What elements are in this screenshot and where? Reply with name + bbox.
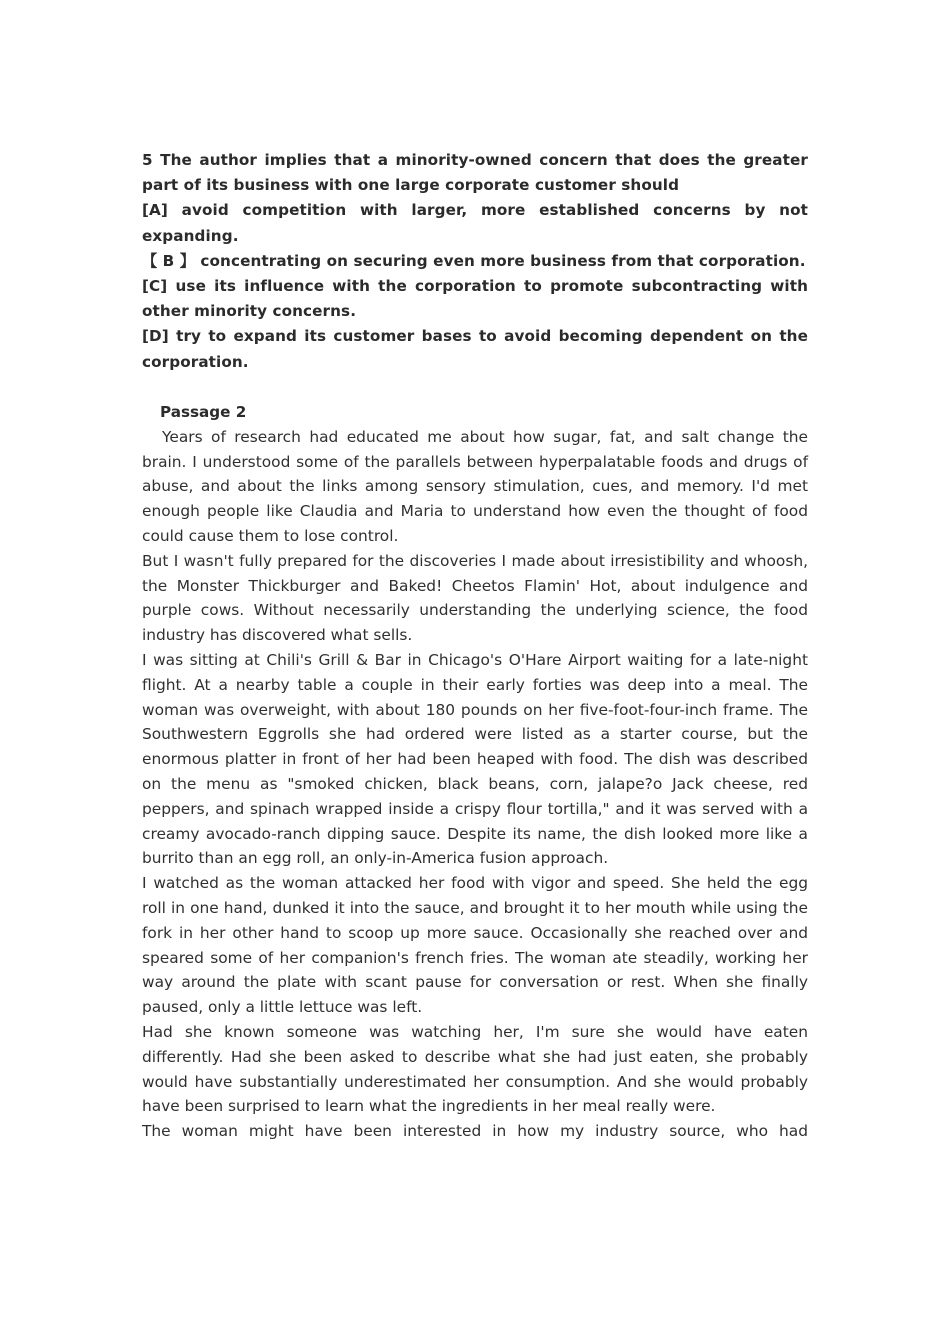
question-block	[142, 148, 808, 375]
question-option-d[interactable]: [D] try to expand its customer bases to avoid becoming dependent on the corporation.	[142, 327, 808, 371]
passage-paragraph-2: But I wasn't fully prepared for the discoveries I made about irresistibility and whoosh, the Monster Thickburger and Baked! Cheetos Flamin' Hot, about indulgence and purple cows. Without necessarily understanding the underlying science, the food industry has discovered what sells.	[142, 551, 808, 645]
question-option-a[interactable]: [A] avoid competition with larger, more established concerns by not expanding.	[142, 201, 808, 245]
section-gap	[142, 375, 808, 400]
passage-heading: Passage 2	[160, 402, 247, 421]
passage-paragraph-4: I watched as the woman attacked her food with vigor and speed. She held the egg roll in one hand, dunked it into the sauce, and brought it to her mouth while using the fork in her other hand to scoop up more sauce. Occasionally she reached over and speared some of her companion's french fries. The woman ate steadily, working her way around the plate with scant pause for conversation or rest. When she finally paused, only a little lettuce was left.	[142, 874, 808, 1017]
passage-paragraph-5: Had she known someone was watching her, I'm sure she would have eaten differently. Had she been asked to describe what she had just eaten, she probably would have substantially underestimated her consumption. And she would probably have been surprised to learn what the ingredients in her meal really were.	[142, 1022, 808, 1116]
passage-paragraph-1: Years of research had educated me about how sugar, fat, and salt change the brain. I understood some of the parallels between hyperpalatable foods and drugs of abuse, and about the links among sensory stimulation, cues, and memory. I'd met enough people like Claudia and Maria to understand how even the thought of food could cause them to lose control.	[142, 427, 808, 546]
question-option-c[interactable]: [C] use its influence with the corporation to promote subcontracting with other minority concerns.	[142, 277, 808, 321]
question-option-b[interactable]: 【 B 】 concentrating on securing even more business from that corporation.	[142, 251, 806, 270]
document-page	[142, 148, 808, 1144]
passage-body	[142, 425, 808, 1144]
question-stem: 5 The author implies that a minority-owned concern that does the greater part of its business with one large corporate customer should	[142, 151, 808, 195]
passage-paragraph-3: I was sitting at Chili's Grill & Bar in Chicago's O'Hare Airport waiting for a late-night flight. At a nearby table a couple in their early forties was deep into a meal. The woman was overweight, with about 180 pounds on her five-foot-four-inch frame. The Southwestern Eggrolls she had ordered were listed as a starter course, but the enormous platter in front of her had been heaped with food. The dish was described on the menu as "smoked chicken, black beans, corn, jalape?o Jack cheese, red peppers, and spinach wrapped inside a crispy flour tortilla," and it was served with a creamy avocado-ranch dipping sauce. Despite its name, the dish looked more like a burrito than an egg roll, an only-in-America fusion approach.	[142, 651, 808, 868]
passage-paragraph-6: The woman might have been interested in how my industry source, who had	[142, 1122, 808, 1141]
